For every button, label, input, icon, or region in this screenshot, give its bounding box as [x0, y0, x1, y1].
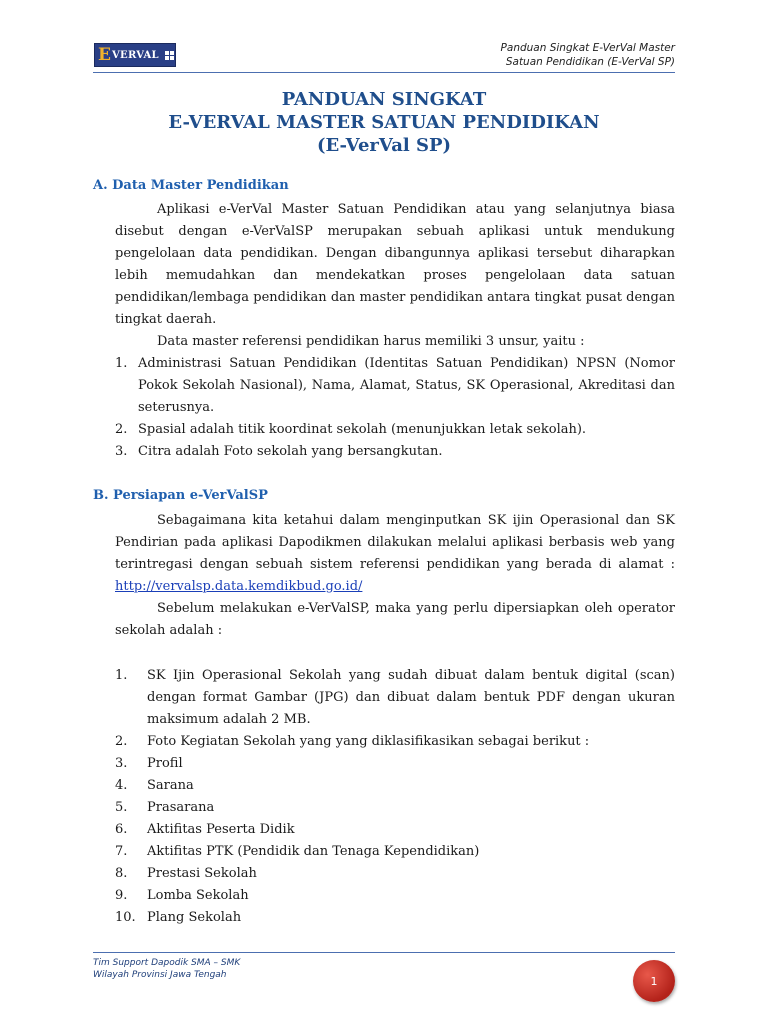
logo-text-verval: VERVAL: [111, 49, 159, 61]
list-item-text: Plang Sekolah: [147, 910, 242, 925]
list-item-number: 1.: [115, 356, 128, 371]
list-item: [115, 841, 675, 863]
footer-rule: [93, 952, 675, 953]
list-item: [115, 753, 675, 775]
list-item-number: 9.: [115, 888, 128, 903]
vervalsp-link[interactable]: http://vervalsp.data.kemdikbud.go.id/: [115, 579, 363, 594]
list-item-number: 1.: [115, 668, 128, 683]
logo-grid-icon: [165, 51, 174, 60]
running-header: [501, 41, 675, 69]
list-item-number: 2.: [115, 422, 128, 437]
list-item-text: Prestasi Sekolah: [147, 866, 257, 881]
list-item-text: Aktifitas Peserta Didik: [147, 822, 295, 837]
list-item-number: 7.: [115, 844, 128, 859]
section-b-paragraph-1: [115, 510, 675, 598]
section-a-paragraph-1: Aplikasi e-VerVal Master Satuan Pendidikan atau yang selanjutnya biasa disebut dengan e-VerValSP merupakan sebuah aplikasi untuk mendukung pengelolaan data pendidikan. Dengan dibangunnya aplikasi tersebut diharapkan lebih memudahkan dan mendekatkan proses pengelolaan data satuan pendidikan/lembaga pendidikan dan master pendidikan antara tingkat pusat dengan tingkat daerah.: [115, 202, 675, 327]
section-a-paragraph-2: Data master referensi pendidikan harus memiliki 3 unsur, yaitu :: [157, 334, 585, 349]
list-item: [115, 797, 675, 819]
list-item-text: Spasial adalah titik koordinat sekolah (menunjukkan letak sekolah).: [138, 422, 587, 437]
list-item-number: 6.: [115, 822, 128, 837]
list-item-text: Sarana: [147, 778, 194, 793]
page-number-badge: 1: [633, 960, 675, 1002]
list-item: [115, 665, 675, 731]
list-item-text: Foto Kegiatan Sekolah yang yang diklasifikasikan sebagai berikut :: [147, 734, 590, 749]
list-item-text: Aktifitas PTK (Pendidik dan Tenaga Kependidikan): [147, 844, 480, 859]
list-item-number: 5.: [115, 800, 128, 815]
title-line3: (E-VerVal SP): [316, 135, 452, 156]
list-item-text: Citra adalah Foto sekolah yang bersangkutan.: [138, 444, 443, 459]
list-item: [115, 353, 675, 419]
list-item-number: 10.: [115, 910, 136, 925]
section-a-heading: A. Data Master Pendidikan: [93, 178, 289, 193]
section-b-heading: B. Persiapan e-VerValSP: [93, 488, 268, 503]
section-b-list: [115, 665, 675, 929]
footer-line1: Tim Support Dapodik SMA – SMK: [93, 958, 241, 968]
section-b-body: [115, 510, 675, 642]
list-item: [115, 907, 675, 929]
list-item-number: 8.: [115, 866, 128, 881]
list-item: [115, 419, 675, 441]
title-line2: E-VERVAL MASTER SATUAN PENDIDIKAN: [168, 112, 600, 133]
list-item: [115, 885, 675, 907]
title-line1: PANDUAN SINGKAT: [281, 89, 487, 110]
list-item: [115, 775, 675, 797]
list-item-text: Prasarana: [147, 800, 215, 815]
running-header-line1: Panduan Singkat E-VerVal Master: [500, 42, 675, 54]
logo-letter-e: E: [98, 44, 111, 65]
section-a-list: [115, 353, 675, 463]
list-item-number: 4.: [115, 778, 128, 793]
running-header-line2: Satuan Pendidikan (E-VerVal SP): [505, 56, 675, 68]
document-title: [93, 88, 675, 157]
list-item: [115, 441, 675, 463]
header-rule: [93, 72, 675, 73]
list-item: [115, 731, 675, 753]
list-item-text: SK Ijin Operasional Sekolah yang sudah dibuat dalam bentuk digital (scan) dengan format Gambar (JPG) dan dibuat dalam bentuk PDF dengan ukuran maksimum adalah 2 MB.: [147, 668, 675, 727]
list-item-number: 2.: [115, 734, 128, 749]
everval-logo: [94, 43, 176, 67]
section-a-body: [115, 199, 675, 353]
list-item-text: Lomba Sekolah: [147, 888, 249, 903]
list-item-text: Profil: [147, 756, 183, 771]
section-b-paragraph-1-text: Sebagaimana kita ketahui dalam menginputkan SK ijin Operasional dan SK Pendirian pada aplikasi Dapodikmen dilakukan melalui aplikasi berbasis web yang terintregasi dengan sebuah sistem referensi pendidikan yang berada di alamat :: [115, 513, 675, 572]
footer-line2: Wilayah Provinsi Jawa Tengah: [93, 970, 227, 980]
footer-text: [93, 957, 240, 981]
list-item: [115, 819, 675, 841]
section-b-paragraph-2: Sebelum melakukan e-VerValSP, maka yang perlu dipersiapkan oleh operator sekolah adalah :: [115, 601, 675, 638]
list-item: [115, 863, 675, 885]
list-item-number: 3.: [115, 756, 128, 771]
list-item-number: 3.: [115, 444, 128, 459]
list-item-text: Administrasi Satuan Pendidikan (Identitas Satuan Pendidikan) NPSN (Nomor Pokok Sekolah Nasional), Nama, Alamat, Status, SK Operasional, Akreditasi dan seterusnya.: [138, 356, 675, 415]
